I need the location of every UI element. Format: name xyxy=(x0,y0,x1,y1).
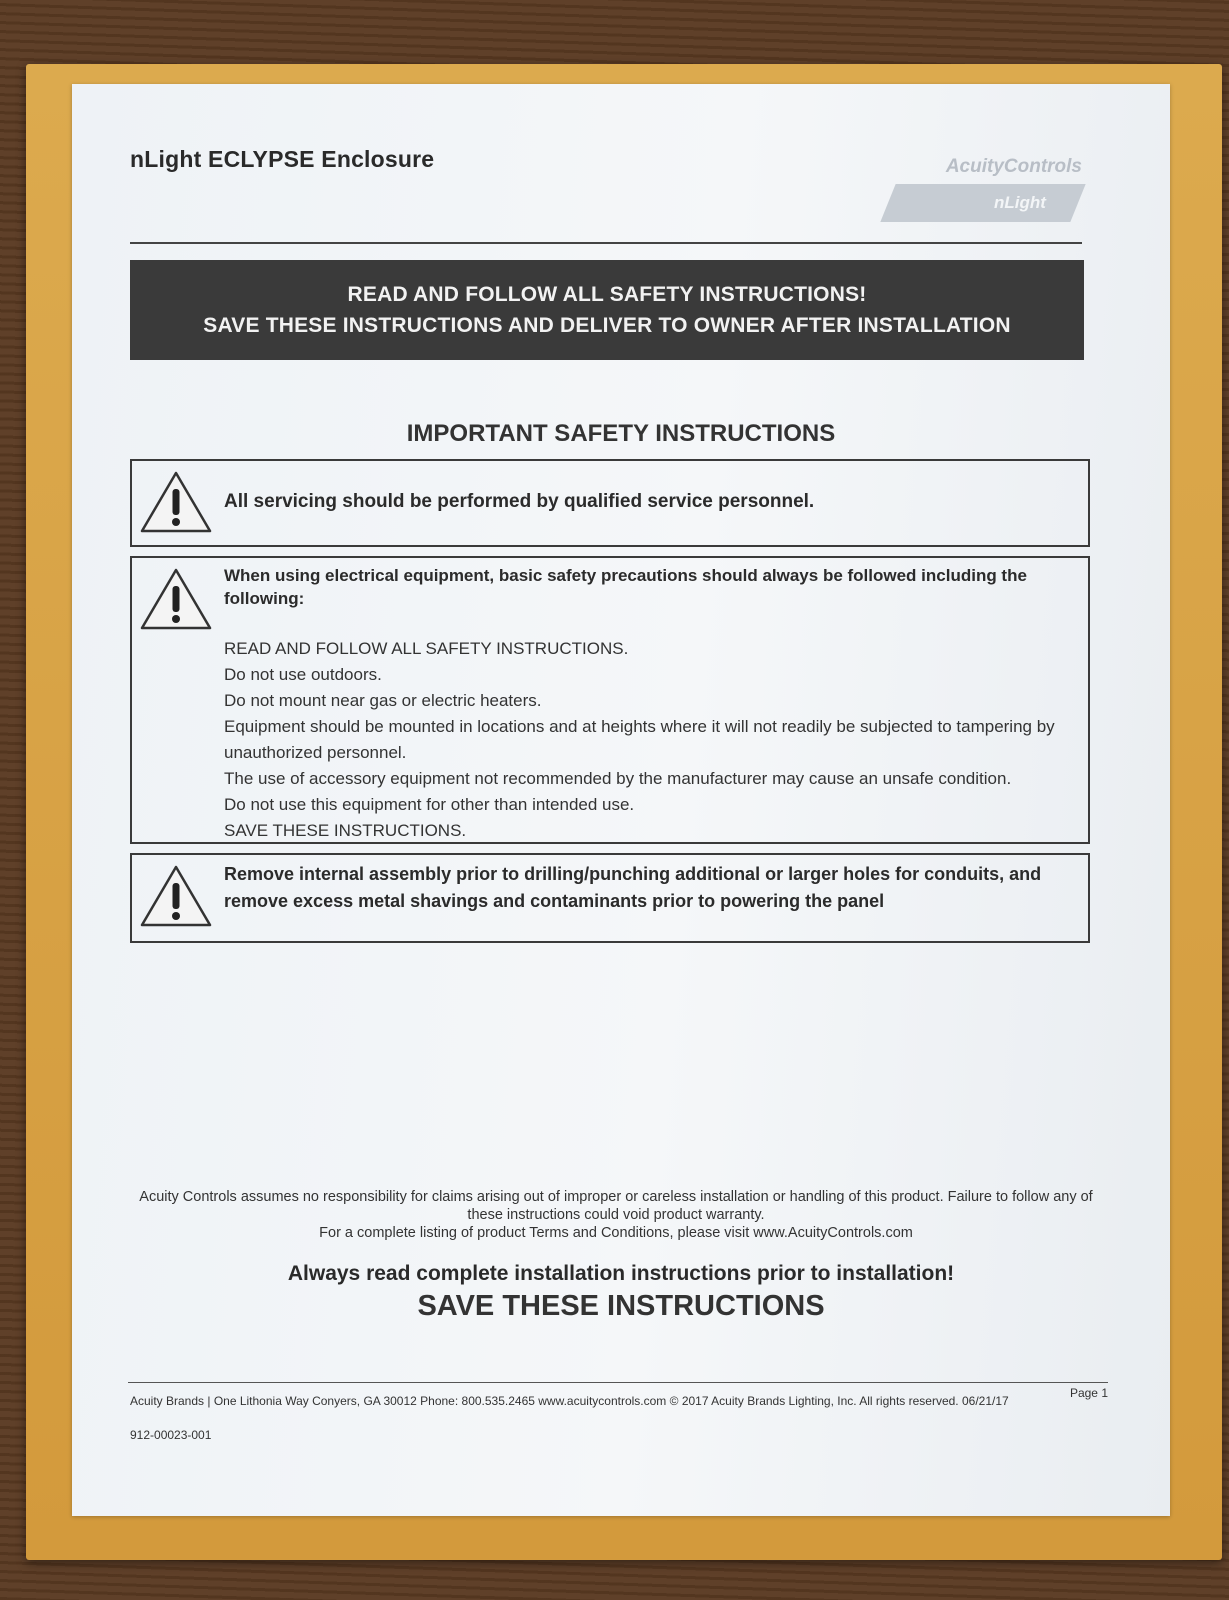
save-instructions-heading: SAVE THESE INSTRUCTIONS xyxy=(417,1290,825,1322)
list-item: READ AND FOLLOW ALL SAFETY INSTRUCTIONS. xyxy=(224,639,629,658)
safety-section-title: IMPORTANT SAFETY INSTRUCTIONS xyxy=(406,420,836,447)
warning-box-precautions xyxy=(130,556,1090,844)
header-divider xyxy=(130,242,1082,244)
list-item: Equipment should be mounted in locations and at heights where it will not readily be subjected to tampering by unauthorized personnel. xyxy=(224,717,1055,762)
footer-divider xyxy=(128,1382,1108,1383)
footer-page-number: Page 1 xyxy=(1069,1386,1108,1400)
warning-text-servicing: All servicing should be performed by qualified service personnel. xyxy=(224,491,815,512)
list-item: Do not use this equipment for other than intended use. xyxy=(224,795,635,814)
document-title: nLight ECLYPSE Enclosure xyxy=(130,146,435,172)
product-logo-text: nLight xyxy=(994,193,1046,212)
warning-box-drilling xyxy=(130,853,1090,943)
footer-company-info: Acuity Brands | One Lithonia Way Conyers, GA 30012 Phone: 800.535.2465 www.acuitycontrols.com © 2017 Acuity Brands Lighting, Inc. All rights reserved. 06/21/17 xyxy=(130,1394,1009,1408)
disclaimer xyxy=(132,1188,1100,1242)
banner-line-2: SAVE THESE INSTRUCTIONS AND DELIVER TO OWNER AFTER INSTALLATION xyxy=(203,314,1011,337)
document-number: 912-00023-001 xyxy=(130,1428,212,1442)
precautions-list xyxy=(224,636,1068,844)
warning-text-drilling: Remove internal assembly prior to drilling/punching additional or larger holes for conduits, and remove excess metal shavings and contaminants prior to powering the panel xyxy=(224,864,1042,911)
product-logo-badge xyxy=(880,184,1085,222)
always-read-notice: Always read complete installation instructions prior to installation! xyxy=(287,1262,955,1285)
list-item: Do not use outdoors. xyxy=(224,665,382,684)
disclaimer-liability: Acuity Controls assumes no responsibility for claims arising out of improper or careless installation or handling of this product. Failure to follow any of these instructions could void product warranty. xyxy=(139,1189,1093,1223)
list-item: SAVE THESE INSTRUCTIONS. xyxy=(224,821,467,840)
warning-triangle-icon xyxy=(138,469,214,535)
banner-line-1: READ AND FOLLOW ALL SAFETY INSTRUCTIONS! xyxy=(347,283,867,306)
warning-box-servicing xyxy=(130,459,1090,547)
warning-text-precautions-intro: When using electrical equipment, basic safety precautions should always be followed including the following: xyxy=(224,566,1027,608)
list-item: The use of accessory equipment not recommended by the manufacturer may cause an unsafe condition. xyxy=(224,769,1012,788)
safety-banner xyxy=(130,260,1084,360)
warning-triangle-icon xyxy=(138,863,214,929)
disclaimer-terms: For a complete listing of product Terms and Conditions, please visit www.AcuityControls.com xyxy=(319,1225,913,1241)
list-item: Do not mount near gas or electric heaters. xyxy=(224,691,542,710)
warning-triangle-icon xyxy=(138,566,214,632)
document-page xyxy=(72,84,1170,1516)
brand-logo-text: AcuityControls xyxy=(945,156,1082,177)
